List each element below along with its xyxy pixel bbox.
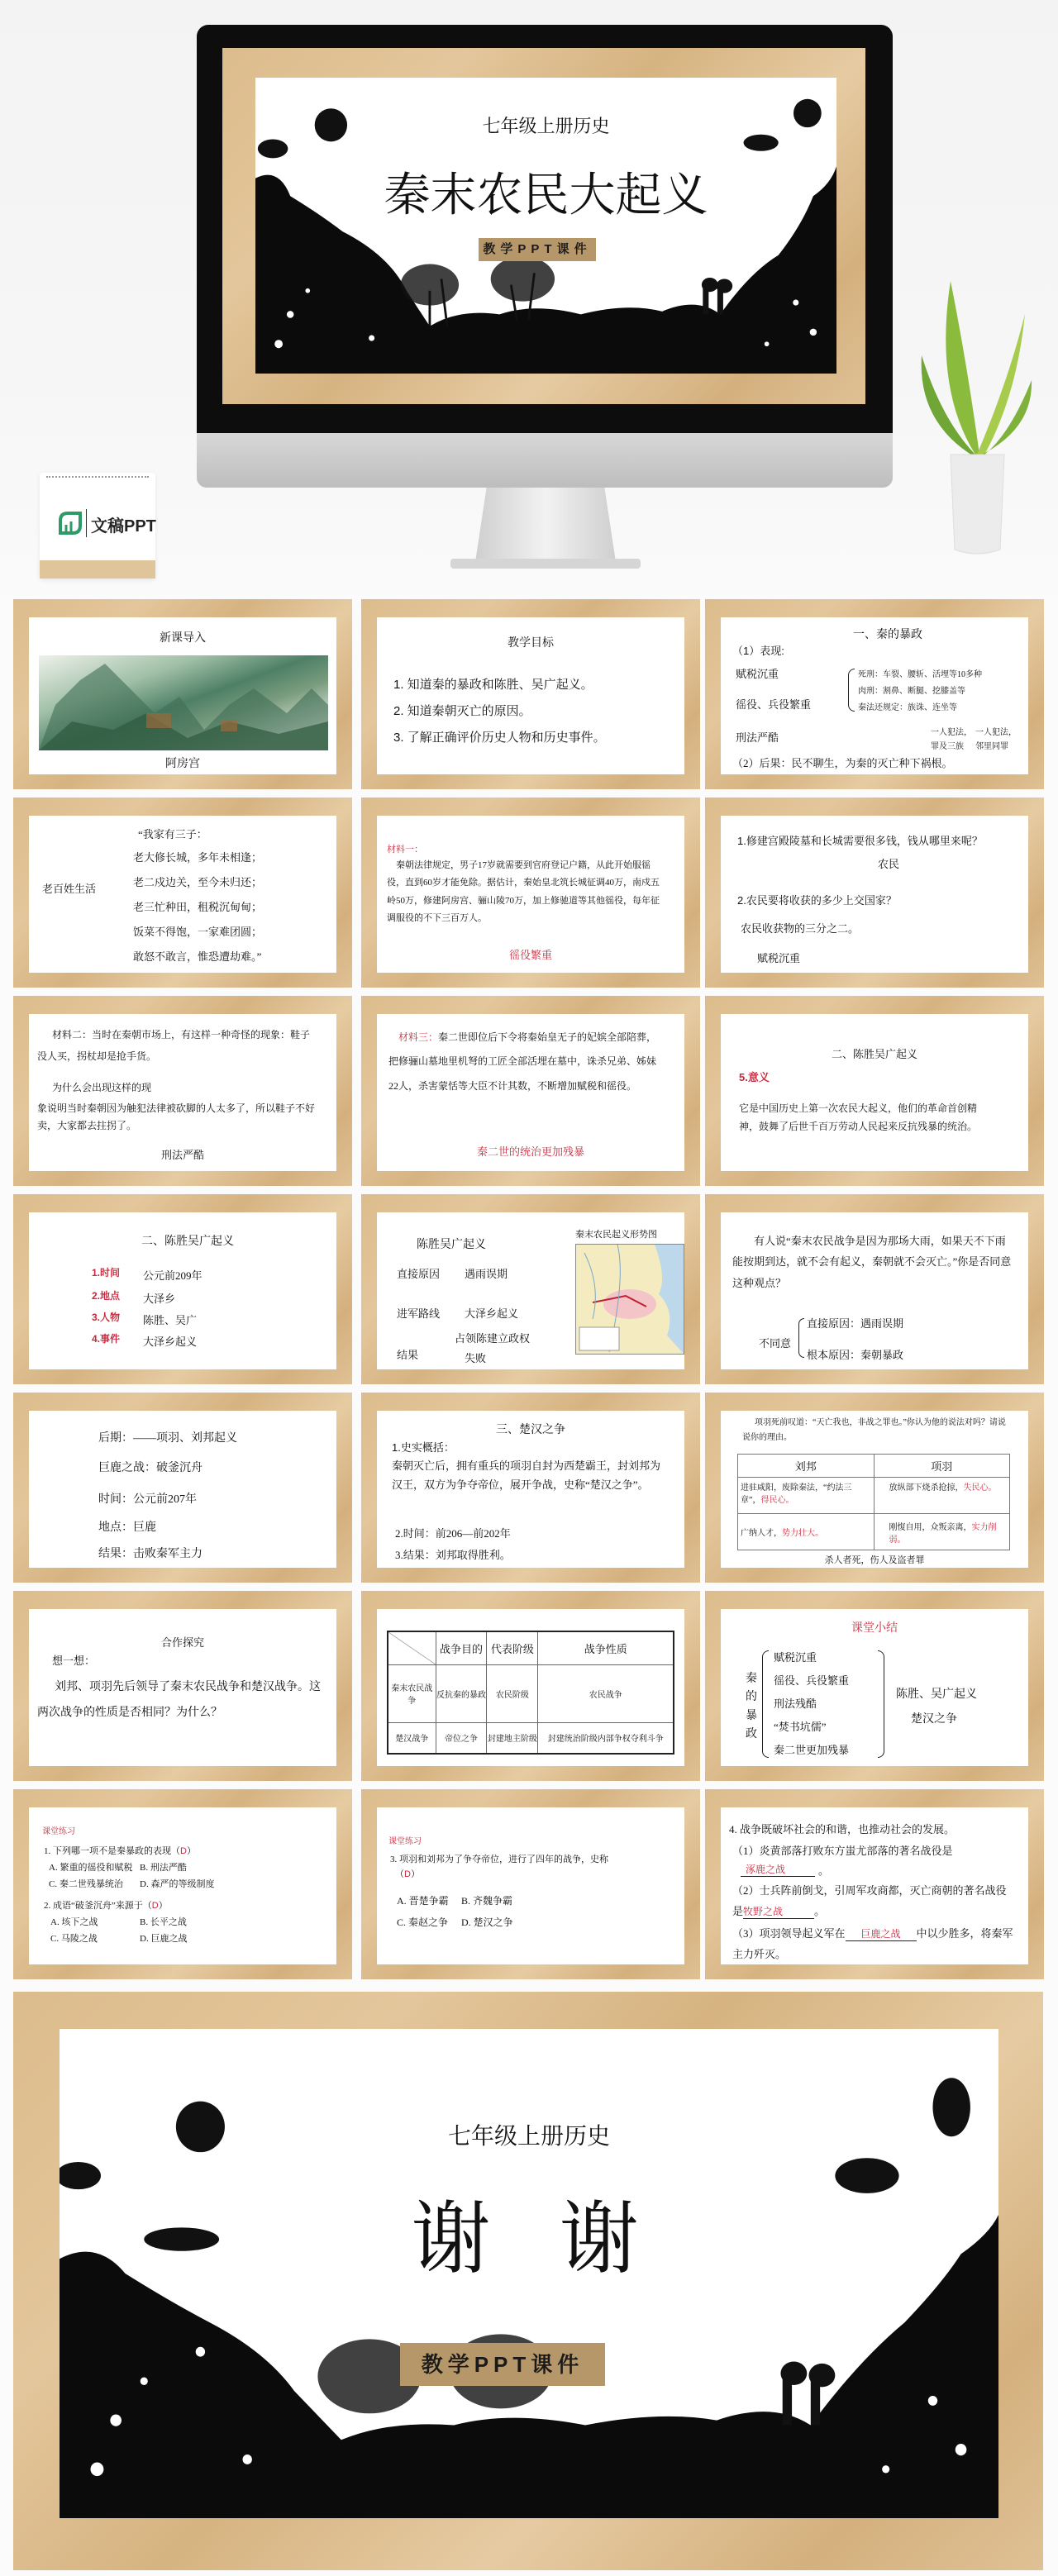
- brace: [798, 1318, 804, 1358]
- slide-title: 三、楚汉之争: [496, 1424, 565, 1436]
- question: 2.农民要将收获的多少上交国家？: [737, 894, 897, 907]
- bracket: ）: [410, 1869, 420, 1879]
- slide-uprising-facts[interactable]: [13, 1194, 352, 1384]
- table-cell: 农民阶级: [487, 1664, 538, 1722]
- answer: D: [180, 1846, 187, 1856]
- goal-item: 2. 知道秦朝灭亡的原因。: [393, 704, 531, 718]
- tyranny-item: 赋税沉重: [736, 668, 779, 680]
- answer: 农民收获物的三分之二。: [741, 922, 860, 935]
- option: B. 刑法严酷: [140, 1863, 187, 1873]
- slide-exercise-1[interactable]: [13, 1789, 352, 1979]
- table-cell: 广纳人才，势力壮大。: [738, 1514, 875, 1550]
- logo-brand: 文稿PPT: [91, 517, 156, 536]
- blank-answer: 牧野之战: [743, 1906, 784, 1918]
- question: 项羽死前叹道：“天亡我也，非战之罪也。”你认为他的说法对吗？请说说你的理由。: [742, 1418, 1006, 1442]
- question: 1.修建宫殿陵墓和长城需要很多钱，钱从哪里来呢？: [737, 835, 983, 847]
- potted-plant: [917, 264, 1033, 562]
- option: A. 晋楚争霸: [397, 1895, 449, 1907]
- table-cell: 放纵部下烧杀抢掠，失民心。: [874, 1478, 1010, 1514]
- table-header: 刘邦: [738, 1455, 875, 1478]
- summary-result: 陈胜、吴广起义: [896, 1688, 977, 1701]
- summary-topic: 秦的暴政: [746, 1673, 757, 1741]
- row-value: 失败: [465, 1352, 487, 1364]
- slide-title: 陈胜吴广起义: [417, 1239, 486, 1251]
- punishment-item: 死刑：车裂、腰斩、活埋等10多种: [858, 670, 982, 679]
- blank-question: （1）炎黄部落打败东方蚩尤部落的著名战役是: [732, 1845, 953, 1857]
- row-label: 结果: [397, 1349, 419, 1361]
- conclusion: 徭役繁重: [508, 949, 552, 961]
- fact-line: 后期：——项羽、刘邦起义: [98, 1432, 237, 1445]
- fact-value: 大泽乡: [143, 1293, 176, 1305]
- slide-title: 新课导入: [160, 632, 206, 645]
- answer: D: [404, 1869, 411, 1879]
- blank-answer: 涿鹿之战: [746, 1864, 786, 1875]
- hero-mockup: [0, 0, 1058, 595]
- slide-new-lesson[interactable]: [13, 599, 352, 789]
- row-value: 遇雨误期: [465, 1268, 508, 1280]
- punishment-item: 秦法还规定：族诛、连坐等: [858, 703, 957, 712]
- material-text: 秦朝法律规定，男子17岁就需要到官府登记户籍，从此开始服徭役，直到60岁才能免除。据估计，秦始皇北筑长城征调40万，南戍五岭50万，修建阿房宫、骊山陵70万，加上修驰道等其他徭役，每年征调服役的不下三百万人。: [387, 860, 660, 924]
- side-label: 老百姓生活: [42, 883, 97, 895]
- slide-material-three[interactable]: [361, 996, 700, 1186]
- blank-answer: 巨鹿之战: [860, 1928, 901, 1940]
- summary-item: “焚书坑儒”: [774, 1721, 827, 1733]
- cover-grade: 七年级上册历史: [482, 116, 610, 136]
- poem-line: 老大修长城，多年未相逢；: [133, 851, 263, 864]
- slide-title: 一、秦的暴政: [853, 629, 922, 641]
- option: B. 齐魏争霸: [461, 1895, 513, 1907]
- ending-grade: 七年级上册历史: [447, 2124, 610, 2150]
- monitor-chin: [197, 433, 893, 488]
- option: D. 楚汉之争: [461, 1917, 513, 1928]
- material-label: 材料三：: [398, 1031, 439, 1043]
- slide-qin-tyranny[interactable]: [705, 599, 1044, 789]
- logo-calendar: [40, 473, 155, 579]
- option: D. 森严的等级制度: [140, 1879, 215, 1889]
- slide-exercise-3[interactable]: [361, 1789, 700, 1979]
- conclusion: 刑法严酷: [160, 1149, 204, 1161]
- debate-text: 有人说“秦末农民战争是因为那场大雨，如果天不下雨能按期到达，就不会有起义，秦朝就不会灭亡。”你是否同意这种观点？: [732, 1235, 1012, 1289]
- answer: D: [151, 1901, 159, 1911]
- tyranny-item: 徭役、兵役繁重: [736, 698, 812, 711]
- material-label: 材料一：: [387, 845, 423, 855]
- row-label: 进军路线: [397, 1307, 441, 1320]
- fact-line: 巨鹿之战：破釜沉舟: [98, 1462, 203, 1474]
- subheading: 想一想：: [52, 1655, 96, 1667]
- brace-left: [762, 1650, 769, 1758]
- exercise-label: 课堂练习: [388, 1837, 422, 1846]
- goal-item: 3. 了解正确评价历史人物和历史事件。: [393, 731, 606, 745]
- brace: [848, 669, 855, 712]
- question: 2. 成语“破釜沉舟”来源于（: [44, 1901, 152, 1911]
- slide-title: 课堂小结: [851, 1622, 898, 1635]
- option: D. 巨鹿之战: [140, 1934, 188, 1944]
- question: 为什么会出现这样的现: [52, 1082, 152, 1093]
- option: C. 秦赵之争: [397, 1917, 449, 1928]
- blank-question: （3）项羽领导起义军在 巨鹿之战 中以少胜多，将秦军主力歼灭。: [732, 1927, 1013, 1961]
- fact-line: 结果：击败秦军主力: [98, 1548, 203, 1560]
- epang-palace-painting: [39, 655, 328, 750]
- fact-label: 2.地点: [92, 1290, 121, 1302]
- subheading: （1）表现:: [732, 645, 784, 657]
- table-cell: 反抗秦的暴政: [436, 1664, 487, 1722]
- fact-label: 1.时间: [92, 1267, 121, 1278]
- slide-material-two[interactable]: [13, 996, 352, 1186]
- slide-tax-question[interactable]: [705, 798, 1044, 988]
- poem-line: 老三忙种田，租税沉甸甸；: [133, 901, 263, 913]
- slide-class-summary[interactable]: [705, 1591, 1044, 1781]
- time-line: 2.时间：前206—前202年: [395, 1527, 511, 1540]
- result-line: 3.结果：刘邦取得胜利。: [395, 1549, 511, 1561]
- question: 4. 战争既破坏社会的和谐，也推动社会的发展。: [729, 1823, 956, 1836]
- fact-value: 陈胜、吴广: [143, 1314, 198, 1326]
- monitor-stand: [475, 488, 616, 562]
- fact-line: 时间：公元前207年: [98, 1493, 197, 1506]
- compare-table: [737, 1454, 1010, 1550]
- map-title: 秦末农民起义形势图: [575, 1230, 657, 1240]
- fact-label: 4.事件: [92, 1333, 121, 1345]
- slide-cooperative-inquiry[interactable]: [13, 1591, 352, 1781]
- slide-uprising-map[interactable]: [361, 1194, 700, 1384]
- poem-line: 敢怒不敢言，惟恐遭劫难。”: [133, 950, 262, 963]
- slide-uprising-significance[interactable]: [705, 996, 1044, 1186]
- bracket: ）: [158, 1901, 168, 1911]
- slide-thanks[interactable]: [13, 1992, 1043, 2570]
- material-text: 材料二：当时在秦朝市场上，有这样一种奇怪的现象：鞋子没人买，拐杖却是抢手货。: [37, 1029, 311, 1063]
- table-cell: 封建统治阶级内部争权夺利斗争: [538, 1722, 674, 1754]
- exercise-label: 课堂练习: [42, 1827, 75, 1836]
- stance-label: 不同意: [759, 1337, 792, 1350]
- table-cell: 帝位之争: [436, 1722, 487, 1754]
- slide-xiang-yu[interactable]: [705, 1393, 1044, 1583]
- option: C. 马陵之战: [50, 1934, 98, 1944]
- ending-title: 谢 谢: [411, 2195, 647, 2283]
- subheading: 1.史实概括：: [392, 1441, 455, 1454]
- cover-badge: 教学PPT课件: [479, 238, 596, 261]
- table-cell: 农民战争: [538, 1664, 674, 1722]
- goal-item: 1. 知道秦的暴政和陈胜、吴广起义。: [393, 678, 593, 692]
- war-table: [387, 1631, 674, 1755]
- consequence: （2）后果：民不聊生，为秦的灭亡种下祸根。: [732, 757, 953, 769]
- slide-teaching-goals[interactable]: [361, 599, 700, 789]
- explanation: 象说明当时秦朝因为触犯法律被砍脚的人太多了，所以鞋子不好卖，大家都去拄拐了。: [37, 1102, 316, 1131]
- slide-title: 二、陈胜吴广起义: [141, 1236, 234, 1248]
- question: 3. 项羽和刘邦为了争夺帝位，进行了四年的战争，史称: [390, 1855, 608, 1864]
- summary-text: 秦朝灭亡后，拥有重兵的项羽自封为西楚霸王，封刘邦为汉王，双方为争夺帝位，展开争战，史称“楚汉之争”。: [392, 1459, 661, 1491]
- reason: 根本原因：秦朝暴政: [807, 1349, 904, 1361]
- blank-question: （2）士兵阵前倒戈，引周军攻商都，灭亡商朝的著名战役是牧野之战 。: [732, 1884, 1007, 1918]
- small-note: 一人犯法，: [931, 728, 972, 737]
- table-header: 项羽: [874, 1455, 1010, 1478]
- summary-item: 秦二世更加残暴: [774, 1744, 850, 1756]
- table-cell: 封建地主阶级: [487, 1722, 538, 1754]
- slide-rain-debate[interactable]: [705, 1194, 1044, 1384]
- bracket: （: [395, 1869, 404, 1879]
- cover-slide: [222, 48, 865, 404]
- footer-note: 杀人者死，伤人及盗者罪: [824, 1555, 925, 1565]
- slide-title: 合作探究: [160, 1636, 204, 1649]
- fact-label: 3.人物: [92, 1312, 121, 1323]
- table-header: 代表阶级: [487, 1631, 538, 1664]
- small-note: 邻里同罪: [975, 742, 1008, 751]
- punishment-item: 肉刑：割鼻、断腿、挖膝盖等: [858, 687, 965, 696]
- significance-text: 它是中国历史上第一次农民大起义，他们的革命首创精神，鼓舞了后世千百万劳动人民起来反抗残暴的统治。: [739, 1102, 978, 1132]
- image-caption: 阿房宫: [165, 758, 200, 770]
- fact-value: 大泽乡起义: [143, 1336, 198, 1348]
- poem-line: 老二戍边关，至今未归还；: [133, 876, 263, 888]
- tyranny-item: 刑法严酷: [736, 731, 779, 744]
- corner-cell: [388, 1631, 436, 1664]
- table-header: 战争性质: [538, 1631, 674, 1664]
- reason: 直接原因：遇雨误期: [807, 1317, 904, 1330]
- slide-material-one[interactable]: [361, 798, 700, 988]
- option: C. 秦二世残暴统治: [49, 1879, 123, 1889]
- inquiry-text: 刘邦、项羽先后领导了秦末农民战争和楚汉战争。这两次战争的性质是否相同？为什么？: [37, 1681, 321, 1719]
- calendar-rings: [46, 476, 149, 479]
- summary-item: 赋税沉重: [774, 1651, 817, 1664]
- conclusion: 秦二世的统治更加残暴: [476, 1145, 584, 1158]
- fact-value: 公元前209年: [143, 1269, 203, 1282]
- slide-chu-han[interactable]: [361, 1393, 700, 1583]
- row-label: 直接原因: [397, 1268, 441, 1280]
- answer: 农民: [878, 858, 900, 870]
- leaf-logo-icon: [58, 511, 83, 536]
- small-note: 罪及三族: [931, 742, 964, 751]
- poem-line: “我家有三子：: [138, 828, 207, 840]
- option: A. 繁重的徭役和赋税: [49, 1863, 133, 1873]
- slide-title: 二、陈胜吴广起义: [831, 1048, 917, 1060]
- ending-badge: 教学PPT课件: [400, 2343, 605, 2386]
- punctuation: 。: [818, 1864, 830, 1877]
- slide-people-life[interactable]: [13, 798, 352, 988]
- slide-war-comparison[interactable]: [361, 1591, 700, 1781]
- question: 1. 下列哪一项不是秦暴政的表现（: [44, 1846, 180, 1856]
- summary-item: 徭役、兵役繁重: [774, 1674, 850, 1687]
- conclusion: 赋税沉重: [757, 952, 801, 964]
- uprising-map: [575, 1244, 684, 1355]
- table-cell: 刚愎自用，众叛亲离，实力削弱。: [874, 1514, 1010, 1550]
- option: A. 垓下之战: [50, 1917, 98, 1927]
- row-value: 大泽乡起义: [465, 1307, 519, 1320]
- table-cell: 进驻咸阳，废除秦法，“约法三章”，得民心。: [738, 1478, 875, 1514]
- table-header: 战争目的: [436, 1631, 487, 1664]
- cover-title: 秦末农民大起义: [384, 169, 708, 221]
- material-text: 秦二世即位后下令将秦始皇无子的妃嫔全部陪葬，把修骊山墓地里机弩的工匠全部活埋在墓中，诛杀兄弟、姊妹22人，杀害蒙恬等大臣不计其数，不断增加赋税和徭役。: [388, 1031, 657, 1092]
- slide-exercise-4[interactable]: [705, 1789, 1044, 1979]
- poem-line: 饭菜不得饱，一家难团圆；: [133, 926, 263, 938]
- summary-result: 楚汉之争: [911, 1713, 957, 1726]
- slide-title: 教学目标: [508, 637, 554, 650]
- fact-line: 地点：巨鹿: [98, 1521, 156, 1534]
- small-note: 一人犯法，: [975, 728, 1017, 737]
- option: B. 长平之战: [140, 1917, 187, 1927]
- subheading: 5.意义: [739, 1071, 770, 1083]
- row-value: 占领陈建立政权: [455, 1332, 531, 1345]
- monitor-base: [450, 559, 641, 569]
- summary-item: 刑法残酷: [774, 1697, 817, 1710]
- bracket: ）: [186, 1846, 196, 1856]
- brace-right: [878, 1650, 884, 1758]
- row-header: 楚汉战争: [388, 1722, 436, 1754]
- row-header: 秦末农民战争: [388, 1664, 436, 1722]
- slide-julu-battle[interactable]: [13, 1393, 352, 1583]
